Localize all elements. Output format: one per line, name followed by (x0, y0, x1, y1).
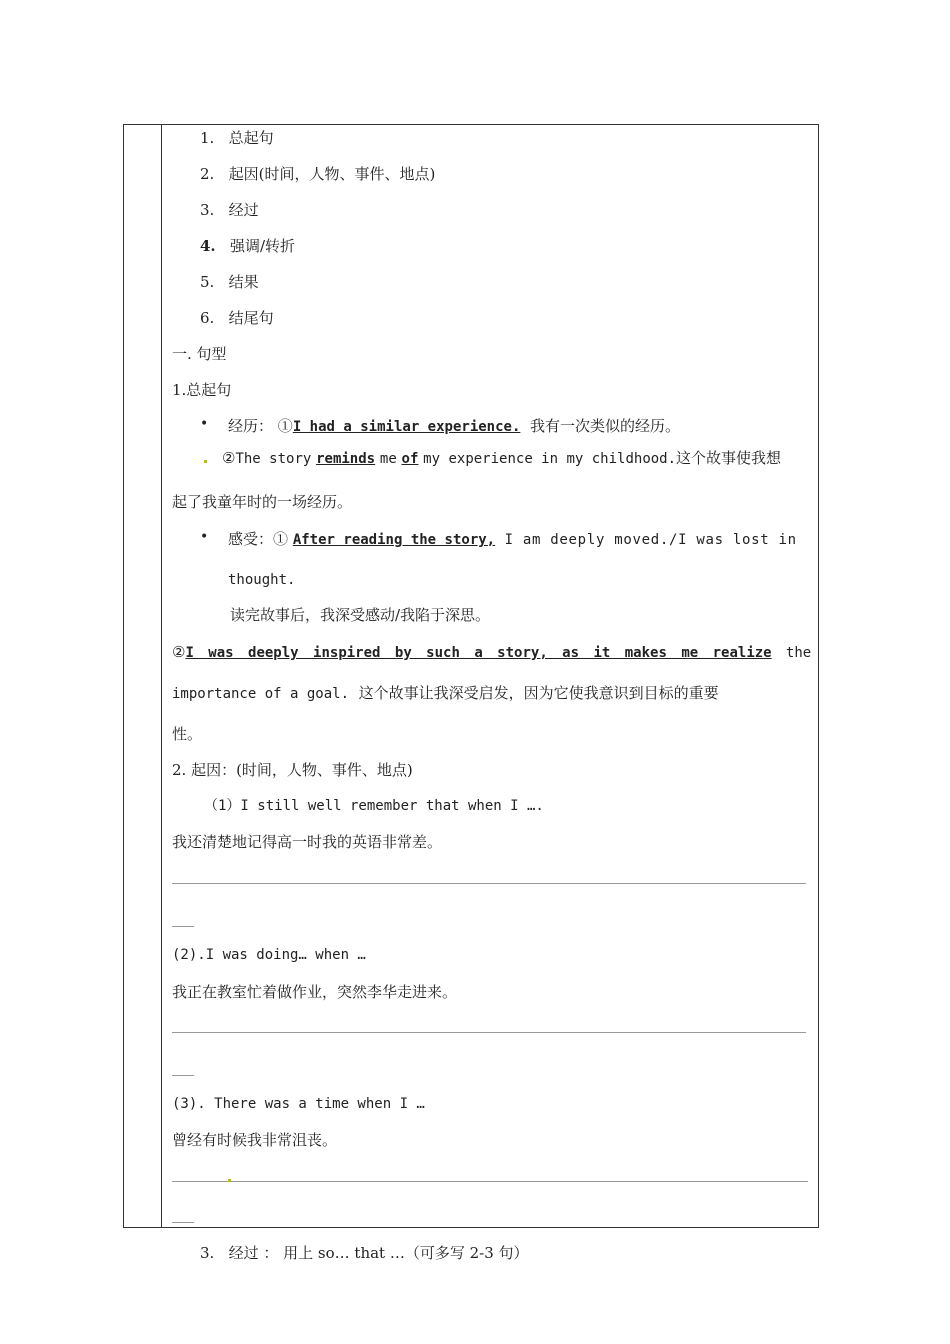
marker-dot-2 (228, 1179, 231, 1182)
cause-pattern-2-cn: 我正在教室忙着做作业，突然李华走进来。 (172, 983, 458, 1001)
answer-line-1[interactable] (172, 883, 806, 884)
marker-dot (204, 460, 207, 463)
experience-line-1: 经历： ①I had a similar experience. 我有一次类似的经历。 (228, 417, 680, 435)
cause-pattern-1: （1）I still well remember that when I …. (204, 798, 544, 814)
answer-line-3[interactable] (172, 1181, 808, 1182)
bullet-experience: • (200, 416, 209, 432)
answer-line-3-end (172, 1222, 194, 1223)
feeling-line-1-cont: thought. (228, 572, 296, 588)
experience-line-2-cont: 起了我童年时的一场经历。 (172, 493, 353, 511)
answer-line-2[interactable] (172, 1032, 806, 1033)
feeling-line-2: ②I was deeply inspired by such a story, as it makes me realize the (172, 643, 812, 661)
outline-item-2: 2. 起因(时间，人物、事件、地点) (200, 165, 436, 183)
sub1-title: 1.总起句 (172, 381, 232, 399)
table-column-separator (161, 124, 162, 1228)
cause-pattern-1-cn: 我还清楚地记得高一时我的英语非常差。 (172, 833, 443, 851)
cause-pattern-2: (2).I was doing… when … (172, 947, 366, 963)
process-line: 3. 经过 ： 用上 so… that …（可多写 2-3 句） (200, 1244, 529, 1262)
cause-title: 2. 起因：(时间，人物、事件、地点) (172, 761, 413, 779)
feeling-line-1-cn: 读完故事后，我深受感动/我陷于深思。 (230, 606, 491, 624)
outline-item-3: 3. 经过 (200, 201, 259, 219)
experience-line-2: ②The story reminds me of my experience in my childhood.这个故事使我想 (222, 449, 782, 467)
feeling-line-2-cont: importance of a goal. 这个故事让我深受启发，因为它使我意识到目标的重要 (172, 684, 719, 702)
answer-line-1-end (172, 926, 194, 927)
feeling-line-1: 感受：① After reading the story, I am deeply moved./I was lost in (228, 530, 797, 548)
cause-pattern-3-cn: 曾经有时候我非常沮丧。 (172, 1131, 338, 1149)
bullet-feeling: • (200, 529, 209, 545)
outline-item-4: 4. 强调/转折 (200, 237, 296, 255)
cause-pattern-3: (3). There was a time when I … (172, 1096, 425, 1112)
section-title: 一. 句型 (172, 345, 227, 363)
answer-line-2-end (172, 1075, 194, 1076)
outline-item-6: 6. 结尾句 (200, 309, 274, 327)
outline-item-1: 1. 总起句 (200, 129, 274, 147)
feeling-line-2-end: 性。 (172, 725, 203, 743)
outline-item-5: 5. 结果 (200, 273, 259, 291)
